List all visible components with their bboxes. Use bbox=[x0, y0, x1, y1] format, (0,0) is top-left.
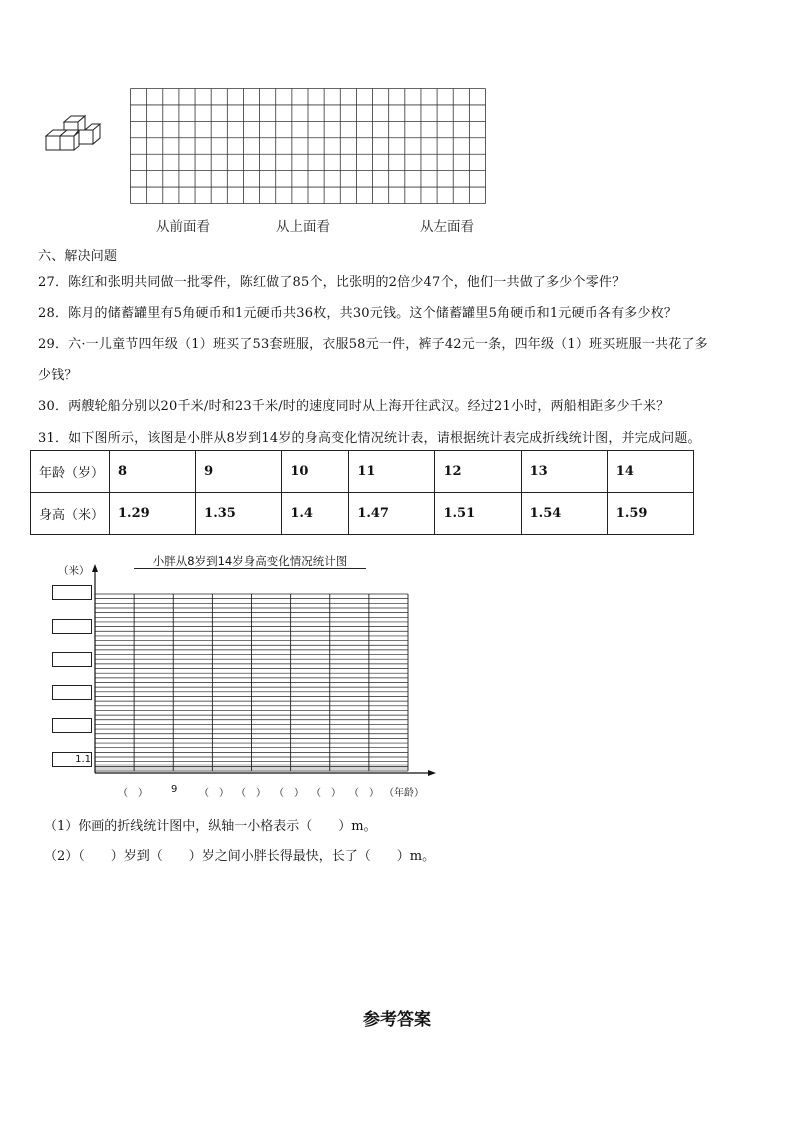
sub-question-1: （1）你画的折线统计图中，纵轴一小格表示（ ）m。 bbox=[44, 819, 377, 834]
table-cell: 13 bbox=[521, 451, 607, 493]
grid-paper bbox=[130, 88, 486, 204]
question-30: 30．两艘轮船分别以20千米/时和23千米/时的速度同时从上海开往武汉。经过21小时，两船相距多少千米？ bbox=[38, 399, 670, 414]
y-axis-unit: （米） bbox=[58, 565, 90, 577]
x-axis-label: （年龄） bbox=[384, 788, 424, 799]
table-cell: 14 bbox=[607, 451, 693, 493]
x-tick-label: （ ） bbox=[118, 788, 148, 799]
table-cell: 8 bbox=[110, 451, 196, 493]
y-axis-arrow bbox=[92, 564, 98, 572]
table-cell: 1.47 bbox=[349, 493, 435, 535]
section-title: 六、解决问题 bbox=[38, 249, 118, 264]
answer-title: 参考答案 bbox=[363, 1010, 431, 1030]
table-header-age: 年龄（岁） bbox=[31, 451, 110, 493]
table-cell: 11 bbox=[349, 451, 435, 493]
table-cell: 1.54 bbox=[521, 493, 607, 535]
view-label-left: 从左面看 bbox=[420, 219, 474, 235]
table-cell: 1.35 bbox=[196, 493, 282, 535]
y-tick-box bbox=[52, 585, 92, 600]
table-cell: 10 bbox=[282, 451, 349, 493]
y-tick-box: 1.1 bbox=[52, 752, 92, 767]
view-label-top: 从上面看 bbox=[276, 219, 330, 235]
table-cell: 1.51 bbox=[435, 493, 521, 535]
x-tick-label: （ ） bbox=[311, 788, 341, 799]
question-28: 28．陈月的储蓄罐里有5角硬币和1元硬币共36枚，共30元钱。这个储蓄罐里5角硬币和1元硬币各有多少枚？ bbox=[38, 306, 678, 321]
sub-question-2: （2）（ ）岁到（ ）岁之间小胖长得最快，长了（ ）m。 bbox=[44, 849, 436, 864]
table-cell: 12 bbox=[435, 451, 521, 493]
chart-title: 小胖从8岁到14岁身高变化情况统计图 bbox=[152, 554, 348, 568]
table-header-height: 身高（米） bbox=[31, 493, 110, 535]
x-tick-label: （ ） bbox=[274, 788, 304, 799]
question-29-line2: 少钱？ bbox=[38, 368, 78, 383]
table-cell: 1.4 bbox=[282, 493, 349, 535]
question-27: 27．陈红和张明共同做一批零件，陈红做了85个，比张明的2倍少47个，他们一共做了多少个零件？ bbox=[38, 275, 626, 290]
x-tick-label: 9 bbox=[171, 784, 178, 795]
table-cell: 9 bbox=[196, 451, 282, 493]
y-tick-box bbox=[52, 619, 92, 634]
question-31: 31．如下图所示，该图是小胖从8岁到14岁的身高变化情况统计表，请根据统计表完成折线统计图，并完成问题。 bbox=[38, 431, 701, 446]
cube-figure bbox=[38, 112, 104, 160]
height-table bbox=[30, 450, 694, 535]
line-chart-grid bbox=[88, 560, 438, 782]
y-tick-box bbox=[52, 685, 92, 700]
table-cell: 1.29 bbox=[110, 493, 196, 535]
x-axis-arrow bbox=[428, 770, 436, 776]
table-row-age bbox=[31, 451, 694, 493]
question-29-line1: 29．六·一儿童节四年级（1）班买了53套班服，衣服58元一件，裤子42元一条，四年级（1）班买班服一共花了多 bbox=[38, 337, 708, 352]
table-row-height bbox=[31, 493, 694, 535]
y-tick-box bbox=[52, 652, 92, 667]
view-label-front: 从前面看 bbox=[156, 219, 210, 235]
x-tick-label: （ ） bbox=[199, 788, 229, 799]
x-tick-label: （ ） bbox=[349, 788, 379, 799]
table-cell: 1.59 bbox=[607, 493, 693, 535]
x-tick-label: （ ） bbox=[236, 788, 266, 799]
y-tick-box bbox=[52, 718, 92, 733]
